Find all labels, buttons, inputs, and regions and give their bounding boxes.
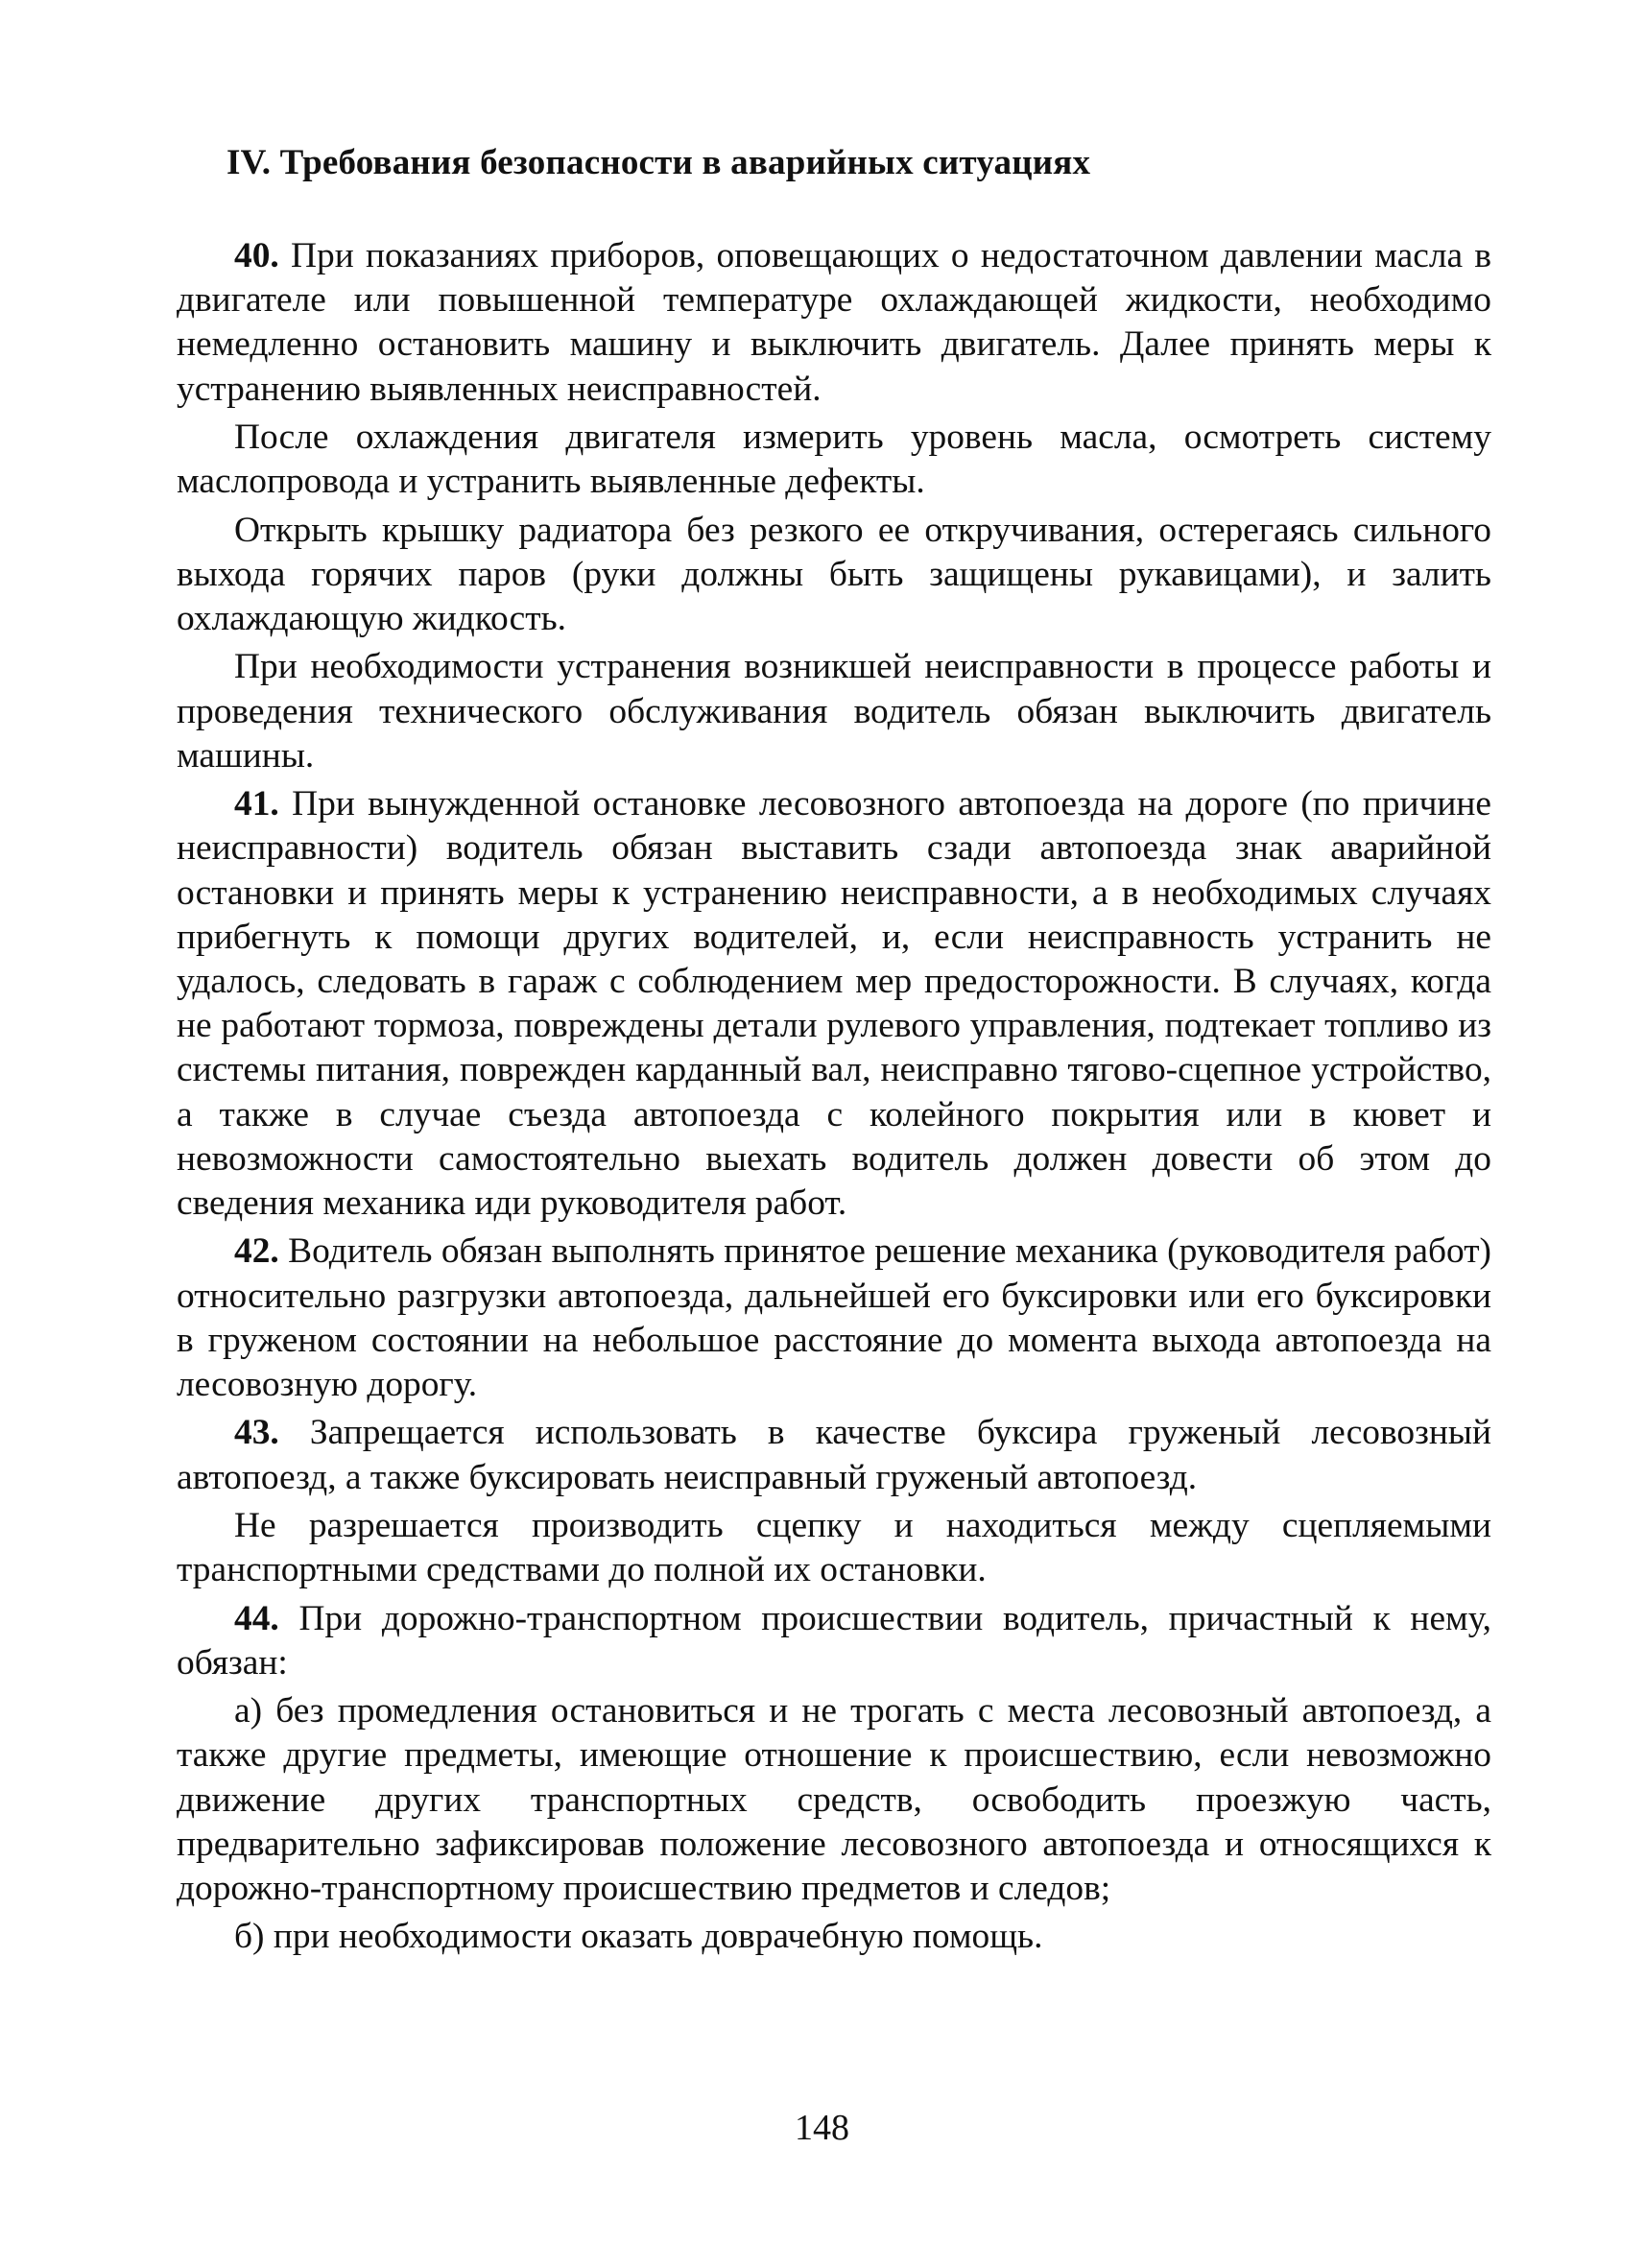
paragraph-text: Водитель обязан выполнять принятое решение механика (руководителя работ) относительно разгрузки автопоезда, дальнейшей его буксировки или его буксировки в груженом состоянии на небольшое расстояние до момента выхода автопоезда на лесовозную дорогу. (177, 1231, 1491, 1405)
paragraph (177, 509, 1491, 642)
page-number: 148 (795, 2108, 849, 2148)
paragraph-text: При вынужденной остановке лесовозного автопоезда на дороге (по причине неисправности) водитель обязан выставить сзади автопоезда знак аварийной остановки и принять меры к устранению неисправности, а в необходимых случаях прибегнуть к помощи других водителей, и, если неисправность устранить не удалось, следовать в гараж с соблюдением мер предосторожности. В случаях, когда не работают тормоза, повреждены детали рулевого управления, подтекает топливо из системы питания, поврежден карданный вал, неисправно тягово-сцепное устройство, а также в случае съезда автопоезда с колейного покрытия или в кювет и невозможности самостоятельно выехать водитель должен довести об этом до сведения механика иди руководителя работ. (177, 784, 1491, 1224)
paragraph-42 (177, 1229, 1491, 1407)
document-body (177, 234, 1491, 1964)
paragraph (177, 416, 1491, 504)
paragraph-text: а) без промедления остановиться и не трогать с места лесовозный автопоезд, а также другие предметы, имеющие отношение к происшествию, если невозможно движение других транспортных средств, освободить проезжую часть, предварительно зафиксировав положение лесовозного автопоезда и относящихся к дорожно-транспортному происшествию предметов и следов; (177, 1691, 1491, 1908)
paragraph-text: После охлаждения двигателя измерить уровень масла, осмотреть систему маслопровода и устранить выявленные дефекты. (177, 418, 1491, 502)
paragraph-text: При дорожно-транспортном происшествии водитель, причастный к нему, обязан: (177, 1598, 1491, 1683)
paragraph-44 (177, 1597, 1491, 1685)
section-heading: IV. Требования безопасности в аварийных ситуациях (226, 143, 1091, 182)
paragraph-number: 42. (234, 1231, 279, 1272)
paragraph-number: 40. (234, 236, 279, 275)
list-item-b (177, 1915, 1491, 1959)
paragraph-text: При необходимости устранения возникшей неисправности в процессе работы и проведения технического обслуживания водитель обязан выключить двигатель машины. (177, 647, 1491, 776)
paragraph-number: 41. (234, 784, 279, 824)
list-item-a (177, 1689, 1491, 1911)
paragraph-text: Запрещается использовать в качестве буксира груженый лесовозный автопоезд, а также буксировать неисправный груженый автопоезд. (177, 1413, 1491, 1497)
paragraph (177, 1504, 1491, 1592)
paragraph-number: 43. (234, 1413, 279, 1453)
paragraph-text: Открыть крышку радиатора без резкого ее откручивания, остерегаясь сильного выхода горячих паров (руки должны быть защищены рукавицами), и залить охлаждающую жидкость. (177, 510, 1491, 638)
paragraph-text: б) при необходимости оказать доврачебную помощь. (234, 1917, 1043, 1957)
paragraph-text: При показаниях приборов, оповещающих о недостаточном давлении масла в двигателе или повышенной температуре охлаждающей жидкости, необходимо немедленно остановить машину и выключить двигатель. Далее принять меры к устранению выявленных неисправностей. (177, 236, 1491, 409)
paragraph (177, 645, 1491, 778)
paragraph-41 (177, 782, 1491, 1226)
paragraph-text: Не разрешается производить сцепку и находиться между сцепляемыми транспортными средствами до полной их остановки. (177, 1506, 1491, 1590)
paragraph-number: 44. (234, 1598, 279, 1638)
paragraph-40 (177, 234, 1491, 412)
paragraph-43 (177, 1411, 1491, 1499)
